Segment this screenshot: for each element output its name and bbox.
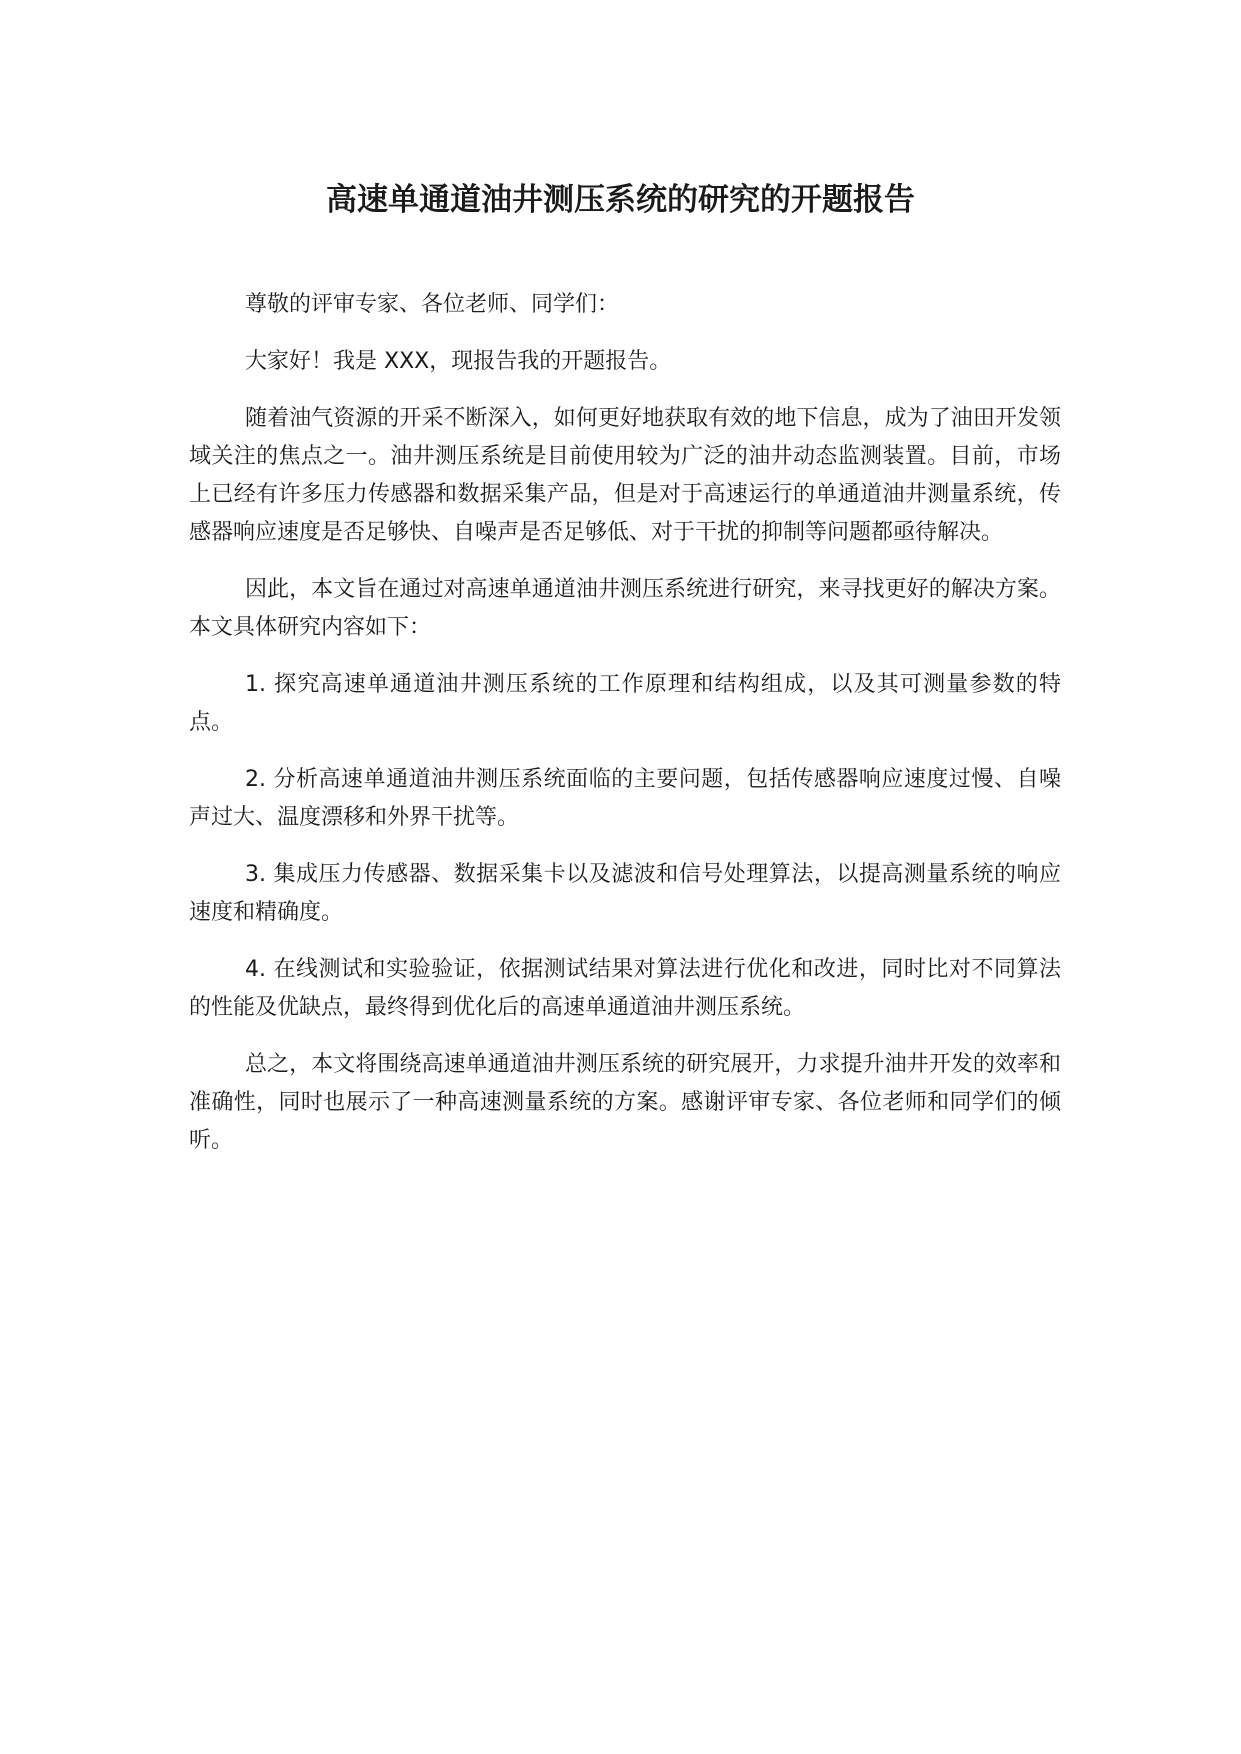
paragraph-background: 随着油气资源的开采不断深入，如何更好地获取有效的地下信息，成为了油田开发领域关注的焦点之一。油井测压系统是目前使用较为广泛的油井动态监测装置。目前，市场上已经有许多压力传感器和数据采集产品，但是对于高速运行的单通道油井测量系统，传感器响应速度是否足够快、自噪声是否足够低、对于干扰的抑制等问题都亟待解决。 bbox=[189, 406, 1061, 545]
list-item-3: 3. 集成压力传感器、数据采集卡以及滤波和信号处理算法，以提高测量系统的响应速度和精确度。 bbox=[189, 862, 1061, 925]
list-item-1: 1. 探究高速单通道油井测压系统的工作原理和结构组成，以及其可测量参数的特点。 bbox=[189, 672, 1061, 735]
salutation: 尊敬的评审专家、各位老师、同学们： bbox=[245, 292, 620, 317]
list-item-4: 4. 在线测试和实验验证，依据测试结果对算法进行优化和改进，同时比对不同算法的性能及优缺点，最终得到优化后的高速单通道油井测压系统。 bbox=[189, 957, 1061, 1020]
paragraph-purpose: 因此，本文旨在通过对高速单通道油井测压系统进行研究，来寻找更好的解决方案。本文具体研究内容如下： bbox=[189, 577, 1061, 640]
paragraph-conclusion: 总之，本文将围绕高速单通道油井测压系统的研究展开，力求提升油井开发的效率和准确性，同时也展示了一种高速测量系统的方案。感谢评审专家、各位老师和同学们的倾听。 bbox=[189, 1052, 1061, 1153]
greeting: 大家好！我是 XXX，现报告我的开题报告。 bbox=[245, 349, 672, 374]
document-body bbox=[189, 286, 1061, 1179]
list-item-2: 2. 分析高速单通道油井测压系统面临的主要问题，包括传感器响应速度过慢、自噪声过大、温度漂移和外界干扰等。 bbox=[189, 767, 1061, 830]
document-title: 高速单通道油井测压系统的研究的开题报告 bbox=[326, 182, 915, 218]
